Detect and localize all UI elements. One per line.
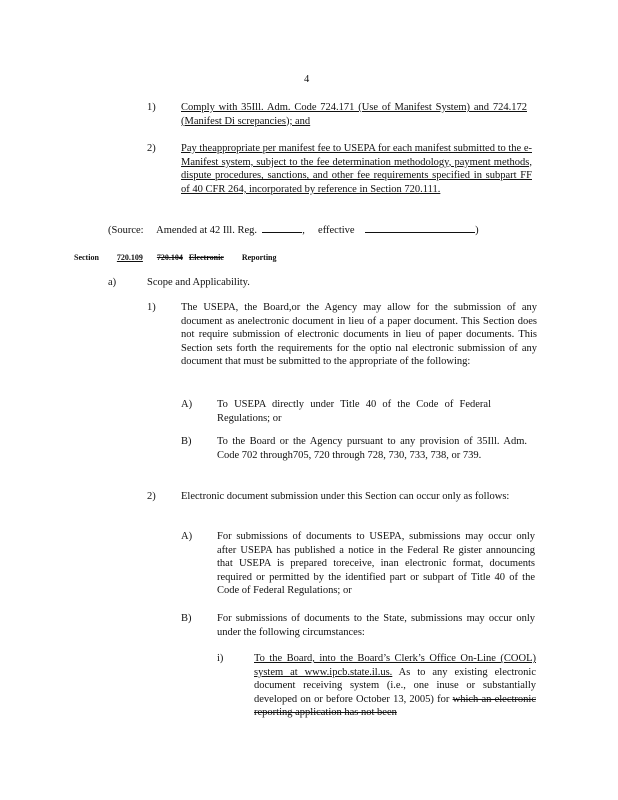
clause-struck-text: which an electronic reporting application has not been [254, 693, 536, 719]
list-marker: 2) [147, 143, 156, 154]
clause-remaining-text: As to any existing electronic document receiving system (i.e., one inuse or substantially developed on or before October 13, 2005) for [254, 666, 537, 705]
source-effective: effective [318, 225, 355, 236]
section-title-word: Reporting [241, 253, 277, 262]
subparagraph-marker: B) [181, 436, 192, 447]
clause-underlined-text: To the Board, into the Board’s Clerk’s Office On-Line (COOL) system at www.ipcb.state.il.us. [254, 653, 536, 678]
source-close: ) [475, 225, 479, 236]
paragraph-marker: 2) [147, 491, 156, 502]
subparagraph-text: To USEPA directly under Title 40 of the Code of Federal Regulations; or [217, 399, 491, 424]
source-comma: , [302, 225, 305, 236]
paragraph-marker: 1) [147, 302, 156, 313]
source-note [108, 222, 479, 238]
subparagraph-text: For submissions of documents to the State, submissions may occur only under the following circumstances: [217, 613, 535, 638]
section-new-number: 720.109 [116, 253, 143, 262]
subparagraph-marker: A) [181, 399, 193, 410]
paragraph-text: Electronic document submission under this Section can occur only as follows: [181, 491, 510, 502]
list-marker: 1) [147, 102, 156, 113]
subparagraph-marker: B) [181, 613, 192, 624]
register-blank [262, 222, 302, 233]
section-label: Section [74, 253, 99, 262]
subparagraph-marker: A) [181, 531, 193, 542]
section-old-number: 720.104 [156, 253, 183, 262]
effective-date-blank [365, 222, 475, 233]
subsection-title: Scope and Applicability. [147, 277, 250, 288]
paragraph-text: The USEPA, the Board,or the Agency may allow for the submission of any document as anelectronic document in lieu of a paper document. This Section does not require submission of electronic documents in lieu of paper documents. This Section sets forth the requirements for the optio nal electronic submission of any document that must be submitted to the appropriate of the following: [181, 302, 537, 368]
list-item-text: Pay theappropriate per manifest fee to USEPA for each manifest submitted to the e-Manifest system, subject to the fee determination methodology, payment methods, dispute procedures, sanctions, and other fee requirements specified in subpart FF of 40 CFR 264, incorporated by reference in Section 720.111. [181, 143, 532, 195]
subparagraph-text: For submissions of documents to USEPA, submissions may occur only after USEPA has published a notice in the Federal Re gister announcing that USEPA is prepared toreceive, inan electronic format, documents required or permitted by the identified part or subpart of Title 40 of the Code of Federal Regulations; or [217, 531, 535, 597]
clause-text [254, 652, 536, 720]
subparagraph-text: To the Board or the Agency pursuant to any provision of 35Ill. Adm. Code 702 through705, 720 through 728, 730, 733, 738, or 739. [217, 436, 527, 461]
section-heading [74, 251, 277, 265]
clause-marker: i) [217, 653, 224, 664]
list-item-text: Comply with 35Ill. Adm. Code 724.171 (Use of Manifest System) and 724.172 (Manifest Di screpancies); and [181, 102, 527, 127]
page-number: 4 [304, 74, 310, 85]
section-struck-word: Electronic [188, 253, 224, 262]
source-amended: Amended at 42 Ill. Reg. [156, 225, 258, 236]
source-prefix: (Source: [108, 225, 144, 236]
subsection-marker: a) [108, 277, 117, 288]
